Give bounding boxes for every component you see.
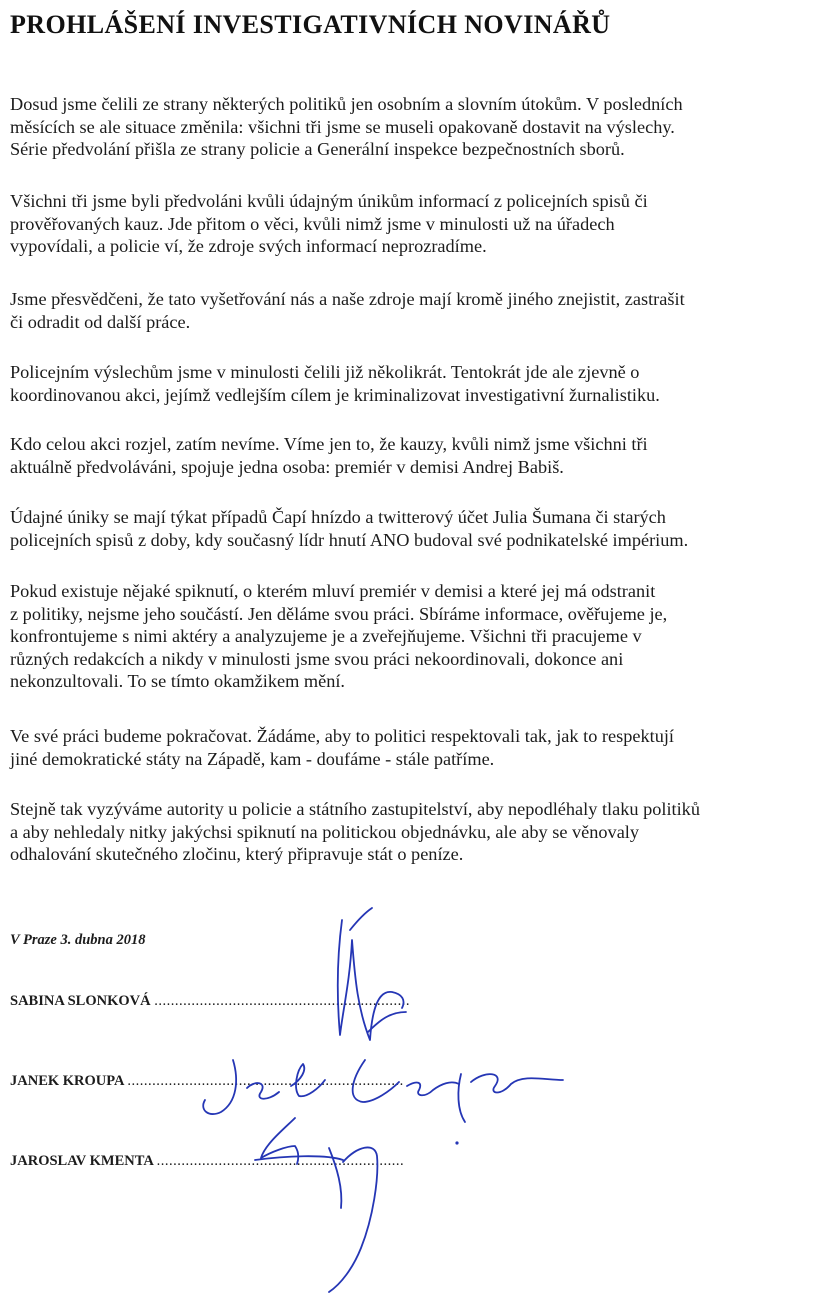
paragraph	[10, 93, 810, 161]
text-line: měsících se ale situace změnila: všichni tři jsme se museli opakovaně dostavit na výslechy.	[10, 116, 675, 137]
text-line: Dosud jsme čelili ze strany některých politiků jen osobním a slovním útokům. V posledních	[10, 94, 683, 114]
signature-kmenta-image	[225, 1108, 485, 1298]
signature-slonkova-image	[310, 900, 430, 1050]
text-line: Všichni tři jsme byli předvoláni kvůli údajným únikům informací z policejních spisů či	[10, 191, 648, 211]
paragraph	[10, 190, 810, 258]
text-line: různých redakcích a nikdy v minulosti jsme svou práci nekoordinovali, dokonce ani	[10, 648, 624, 669]
paragraph	[10, 506, 810, 551]
text-line: Stejně tak vyzýváme autority u policie a státního zastupitelství, aby nepodléhaly tlaku politiků	[10, 799, 700, 819]
text-line: policejních spisů z doby, kdy současný lídr hnutí ANO budoval své podnikatelské impérium.	[10, 529, 689, 550]
paragraph	[10, 361, 810, 406]
text-line: či odradit od další práce.	[10, 311, 191, 332]
text-line: Ve své práci budeme pokračovat. Žádáme, aby to politici respektovali tak, jak to respektují	[10, 726, 674, 746]
text-line: koordinovanou akci, jejímž vedlejším cílem je kriminalizovat investigativní žurnalistiku.	[10, 384, 660, 405]
paragraph	[10, 725, 810, 770]
date-place-line: V Praze 3. dubna 2018	[10, 932, 146, 948]
text-line: vypovídali, a policie ví, že zdroje svých informací neprozradíme.	[10, 236, 487, 256]
text-line: jiné demokratické státy na Západě, kam - doufáme - stále patříme.	[10, 748, 495, 769]
paragraph	[10, 798, 810, 866]
signature-dotted-line: ..............................................................	[154, 993, 410, 1009]
text-line: Kdo celou akci rozjel, zatím nevíme. Víme jen to, že kauzy, kvůli nimž jsme všichni tři	[10, 434, 648, 454]
signatory-name: JAROSLAV KMENTA	[10, 1153, 154, 1169]
text-line: nekonzultovali. To se tímto okamžikem mění.	[10, 671, 345, 691]
text-line: konfrontujeme s nimi aktéry a analyzujeme je a zveřejňujeme. Všichni tři pracujeme v	[10, 626, 642, 646]
text-line: prověřovaných kauz. Jde přitom o věci, kvůli nimž jsme v minulosti už na úřadech	[10, 213, 615, 234]
text-line: a aby nehledaly nitky jakýchsi spiknutí na politickou objednávku, ale aby se věnovaly	[10, 821, 640, 842]
paragraph	[10, 288, 810, 333]
signatory-name: SABINA SLONKOVÁ	[10, 993, 151, 1009]
text-line: Série předvolání přišla ze strany policie a Generální inspekce bezpečnostních sborů.	[10, 139, 625, 159]
paragraph	[10, 580, 810, 693]
signature-dotted-line: ............................................................	[156, 1153, 405, 1169]
text-line: aktuálně předvoláváni, spojuje jedna osoba: premiér v demisi Andrej Babiš.	[10, 456, 564, 477]
signature-dotted-line: ...................................................................	[127, 1073, 404, 1089]
paragraph	[10, 433, 810, 478]
text-line: Pokud existuje nějaké spiknutí, o kterém mluví premiér v demisi a které jej má odstranit	[10, 581, 656, 601]
signatory-name: JANEK KROUPA	[10, 1073, 124, 1089]
text-line: Údajné úniky se mají týkat případů Čapí hnízdo a twitterový účet Julia Šumana či starých	[10, 507, 666, 527]
text-line: Policejním výslechům jsme v minulosti čelili již několikrát. Tentokrát jde ale zjevně o	[10, 362, 640, 382]
text-line: z politiky, nejsme jeho součástí. Jen děláme svou práci. Sbíráme informace, ověřujeme je,	[10, 603, 668, 624]
text-line: Jsme přesvědčeni, že tato vyšetřování nás a naše zdroje mají kromě jiného znejistit, zastrašit	[10, 289, 685, 309]
document-title: PROHLÁŠENÍ INVESTIGATIVNÍCH NOVINÁŘŮ	[10, 10, 611, 39]
text-line: odhalování skutečného zločinu, který připravuje stát o peníze.	[10, 844, 464, 864]
